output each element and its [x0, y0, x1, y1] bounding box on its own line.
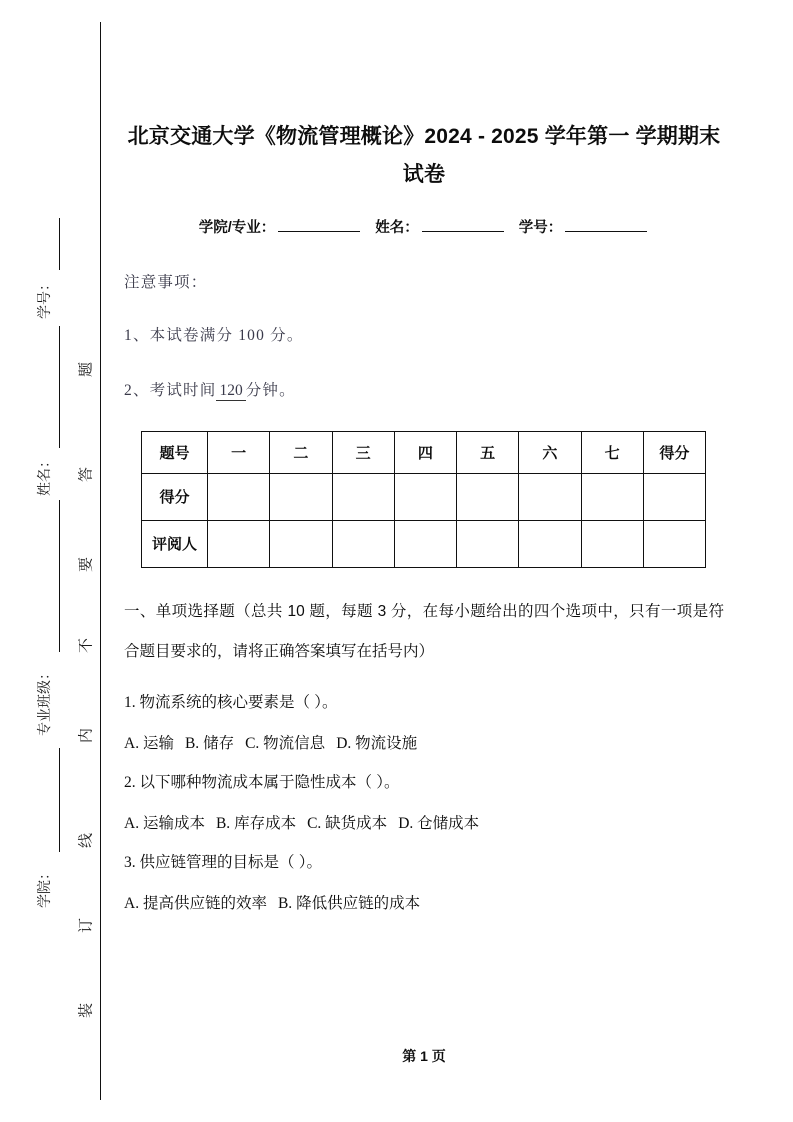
student-info-line: [124, 194, 724, 237]
score-cell[interactable]: [394, 473, 456, 520]
score-table-header-cell: 四: [394, 431, 456, 473]
option-letter: A.: [124, 815, 140, 832]
table-row: [142, 520, 706, 567]
option-letter: D.: [336, 735, 352, 752]
question-stem: [124, 672, 724, 711]
score-table-header-cell: 得分: [643, 431, 705, 473]
notice-duration-value: 120: [216, 382, 245, 401]
option-text[interactable]: 降低供应链的成本: [296, 895, 421, 912]
student-id-label: 学号：: [518, 220, 563, 236]
binding-vertical-rule: [100, 22, 101, 1100]
grader-cell[interactable]: [332, 520, 394, 567]
seal-phrase-char: 答: [77, 467, 95, 483]
option-text[interactable]: 运输成本: [142, 815, 205, 832]
score-table-header-cell: 二: [270, 431, 332, 473]
option-text[interactable]: 运输: [142, 735, 174, 752]
score-row-label: 评阅人: [142, 520, 208, 567]
grader-cell[interactable]: [643, 520, 705, 567]
score-cell[interactable]: [457, 473, 519, 520]
binding-sidebar: [0, 0, 110, 1122]
option-letter: D.: [398, 815, 414, 832]
option-letter: C.: [245, 735, 260, 752]
notice-item-duration: [124, 343, 724, 399]
question-number: 3.: [124, 853, 136, 871]
seal-phrase-char: 装: [77, 1003, 95, 1019]
score-table-header-cell: 七: [581, 431, 643, 473]
option-letter: B.: [184, 735, 200, 752]
score-cell[interactable]: [270, 473, 332, 520]
option-text[interactable]: 提高供应链的效率: [142, 895, 267, 912]
exam-page-body: [124, 0, 724, 912]
page-title-line-1: 北京交通大学《物流管理概论》2024 - 2025 学年第一: [127, 125, 630, 148]
question-number: 2.: [124, 773, 136, 791]
grader-cell[interactable]: [208, 520, 270, 567]
grader-cell[interactable]: [270, 520, 332, 567]
question-options: [124, 710, 724, 752]
question-number: 1.: [124, 693, 136, 711]
student-id-field[interactable]: [565, 218, 647, 232]
score-table: [141, 431, 706, 568]
question-options: [124, 870, 724, 912]
seal-phrase-char: 订: [77, 918, 95, 934]
binding-rule-segment: [59, 500, 60, 652]
question-stem: [124, 752, 724, 791]
score-table-header-cell: 六: [519, 431, 581, 473]
option-text[interactable]: 缺货成本: [325, 815, 388, 832]
table-row: [142, 473, 706, 520]
sidebar-label-student-id: 学号：: [36, 277, 52, 319]
option-text[interactable]: 储存: [203, 735, 235, 752]
option-letter: A.: [124, 895, 140, 912]
question-stem: [124, 832, 724, 871]
page-title-line-2: 学期期末试卷: [402, 125, 721, 186]
option-letter: B.: [215, 815, 231, 832]
option-text[interactable]: 库存成本: [234, 815, 297, 832]
grader-cell[interactable]: [519, 520, 581, 567]
score-cell[interactable]: [519, 473, 581, 520]
score-cell[interactable]: [332, 473, 394, 520]
binding-rule-segment: [59, 326, 60, 448]
page-title: [124, 0, 724, 194]
sidebar-label-name: 姓名：: [36, 454, 52, 496]
seal-phrase-char: 题: [77, 362, 95, 378]
score-table-header-cell: 五: [457, 431, 519, 473]
score-row-label: 得分: [142, 473, 208, 520]
question-text: 以下哪种物流成本属于隐性成本（ ）。: [139, 773, 400, 791]
option-letter: B.: [277, 895, 293, 912]
page-footer: 第 1 页: [402, 1048, 446, 1064]
name-label: 姓名：: [375, 220, 419, 236]
question-text: 物流系统的核心要素是（ ）。: [139, 693, 338, 711]
notice-item-total-score: 1、本试卷满分 100 分。: [124, 326, 304, 344]
option-text[interactable]: 物流设施: [355, 735, 418, 752]
score-table-header-cell: 三: [332, 431, 394, 473]
name-field[interactable]: [422, 218, 504, 232]
grader-cell[interactable]: [457, 520, 519, 567]
seal-phrase-char: 不: [77, 638, 95, 654]
score-cell[interactable]: [208, 473, 270, 520]
notice-duration-suffix: 分钟。: [245, 382, 296, 399]
grader-cell[interactable]: [394, 520, 456, 567]
option-letter: C.: [307, 815, 322, 832]
seal-phrase-char: 内: [77, 728, 95, 744]
seal-phrase-char: 要: [77, 557, 95, 573]
seal-phrase-char: 线: [77, 833, 95, 849]
score-cell[interactable]: [643, 473, 705, 520]
section-heading-one: 一、单项选择题（总共 10 题，每题 3 分，在每小题给出的四个选项中，只有一项是符合题目要求的，请将正确答案填写在括号内）: [124, 602, 724, 660]
option-text[interactable]: 物流信息: [263, 735, 326, 752]
score-table-header-cell: 一: [208, 431, 270, 473]
question-options: [124, 790, 724, 832]
table-row-header: [142, 431, 706, 473]
notice-heading: 注意事项：: [124, 274, 208, 291]
score-table-wrapper: [124, 399, 724, 568]
sidebar-label-class: 专业班级：: [36, 666, 52, 736]
sidebar-label-college: 学院：: [36, 866, 52, 908]
college-major-field[interactable]: [278, 218, 360, 232]
score-cell[interactable]: [581, 473, 643, 520]
notice-duration-prefix: 2、考试时间: [124, 382, 217, 399]
binding-rule-segment: [59, 218, 60, 270]
binding-rule-segment: [59, 748, 60, 852]
grader-cell[interactable]: [581, 520, 643, 567]
score-table-header-cell: 题号: [142, 431, 208, 473]
question-text: 供应链管理的目标是（ ）。: [139, 853, 323, 871]
option-letter: A.: [124, 735, 140, 752]
option-text[interactable]: 仓储成本: [417, 815, 480, 832]
college-major-label: 学院/专业：: [198, 220, 276, 236]
